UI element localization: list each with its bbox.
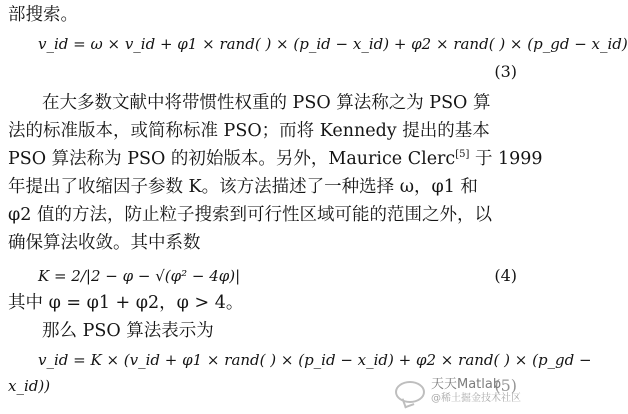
- text-line-with-citation: [8, 148, 543, 173]
- equation-3: v_id = ω × v_id + φ1 × rand( ) × (p_id − x_id) + φ2 × rand( ) × (p_gd − x_id): [38, 35, 628, 53]
- equation-number-4: (4): [494, 266, 517, 285]
- text-line: 确保算法收敛。其中系数: [8, 233, 201, 253]
- watermark-title: 天天Matlab: [431, 377, 502, 392]
- text-line: 部搜索。: [8, 5, 78, 25]
- citation-ref: [5]: [455, 149, 470, 160]
- text-line: 在大多数文献中将带惯性权重的 PSO 算法称之为 PSO 算: [42, 93, 491, 113]
- text-line: 其中 φ = φ1 + φ2，φ > 4。: [8, 293, 244, 313]
- text-line: 法的标准版本，或简称标准 PSO；而将 Kennedy 提出的基本: [8, 121, 490, 141]
- watermark-text: [431, 378, 521, 406]
- watermark: [395, 378, 521, 406]
- text-segment: PSO 算法称为 PSO 的初始版本。另外，Maurice Clerc: [8, 149, 456, 169]
- text-segment: 于 1999: [469, 149, 543, 169]
- wechat-icon: [395, 381, 425, 403]
- text-line: φ2 值的方法，防止粒子搜索到可行性区域可能的范围之外，以: [8, 205, 492, 225]
- equation-number-5: (5): [494, 376, 517, 395]
- equation-5-line-1: v_id = K × (v_id + φ1 × rand( ) × (p_id − x_id) + φ2 × rand( ) × (p_gd −: [38, 351, 592, 369]
- watermark-subtitle: @稀土掘金技术社区: [431, 393, 521, 404]
- equation-4: K = 2/|2 − φ − √(φ² − 4φ)|: [38, 267, 241, 285]
- text-line: 那么 PSO 算法表示为: [42, 321, 214, 341]
- text-line: 年提出了收缩因子参数 K。该方法描述了一种选择 ω，φ1 和: [8, 177, 478, 197]
- equation-number-3: (3): [494, 62, 517, 81]
- equation-5-line-2: x_id)): [8, 377, 51, 395]
